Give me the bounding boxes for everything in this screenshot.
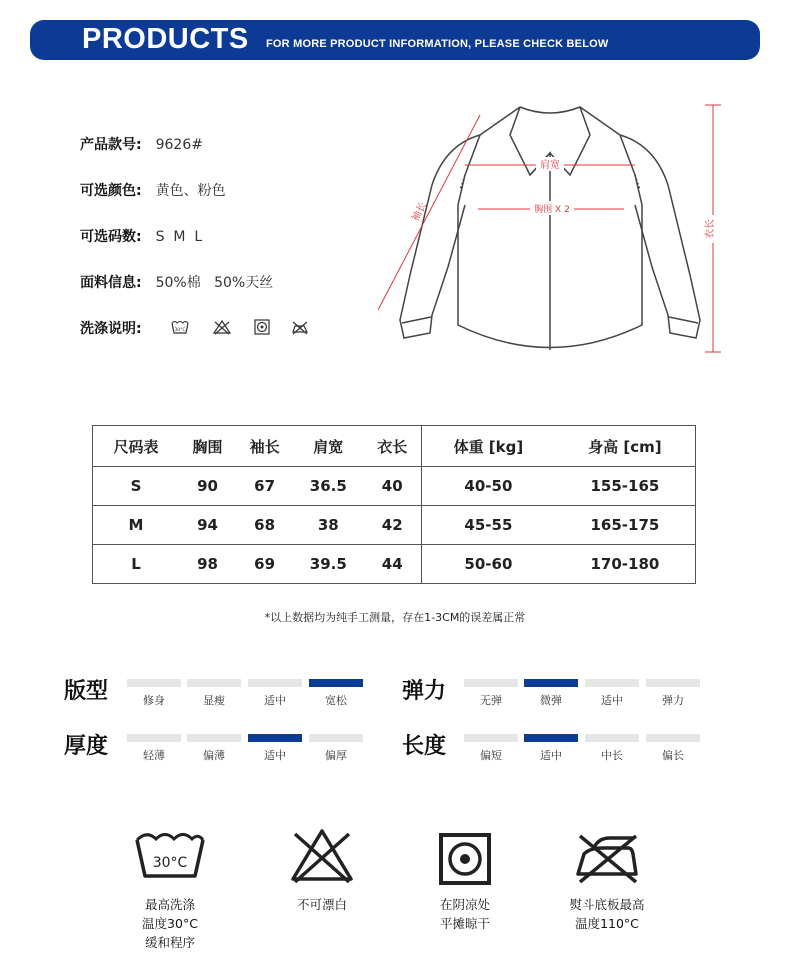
table-cell: 45-55: [421, 506, 554, 545]
attr-title-thickness: 厚度: [64, 734, 109, 759]
attr-bar: [524, 734, 578, 742]
no-bleach-icon: [212, 318, 232, 336]
attr-bar: [187, 734, 241, 742]
attr-bar: [248, 734, 302, 742]
table-row: [93, 545, 696, 584]
care-line: 在阴凉处: [439, 897, 490, 912]
care-line: 缓和程序: [144, 935, 195, 950]
attr-option: 适中: [264, 694, 286, 707]
attr-option: 微弹: [540, 694, 562, 707]
garment-diagram: [370, 95, 730, 365]
attr-bar: [464, 679, 518, 687]
size-table: [92, 425, 696, 584]
care-line: 平摊晾干: [439, 916, 490, 931]
attr-bar: [646, 734, 700, 742]
table-header: 衣长: [363, 426, 421, 467]
table-cell: 155-165: [555, 467, 696, 506]
attr-title-length: 长度: [402, 734, 447, 759]
wash-temp-text: 30°C: [152, 855, 188, 871]
attr-bar: [127, 734, 181, 742]
wash-30-icon: [170, 318, 190, 336]
table-cell: 42: [363, 506, 421, 545]
wash-icons: [170, 318, 320, 338]
wash-temp-small: 30°C: [174, 328, 186, 333]
info-label: 可选码数:: [80, 229, 142, 245]
attr-bar: [524, 679, 578, 687]
attr-option: 偏厚: [325, 749, 347, 762]
banner-title: PRODUCTS: [82, 23, 249, 55]
wash-30-icon: [133, 830, 207, 880]
table-row: [93, 506, 696, 545]
info-label: 洗涤说明:: [80, 321, 142, 337]
table-header: 身高 [cm]: [555, 426, 696, 467]
attr-bar: [309, 734, 363, 742]
attr-bar: [585, 679, 639, 687]
care-label-bleach: [272, 895, 372, 914]
attr-option: 宽松: [325, 694, 347, 707]
care-line: 最高洗涤: [144, 897, 195, 912]
table-cell: M: [93, 506, 180, 545]
attr-option: 适中: [264, 749, 286, 762]
attr-option: 适中: [540, 749, 562, 762]
table-cell: 67: [236, 467, 293, 506]
attr-option: 中长: [601, 749, 623, 762]
table-cell: 170-180: [555, 545, 696, 584]
chest-label: 胸围 X 2: [534, 205, 570, 215]
table-header: 尺码表: [93, 426, 180, 467]
table-cell: 38: [293, 506, 363, 545]
table-cell: 69: [236, 545, 293, 584]
info-label: 面料信息:: [80, 275, 142, 291]
info-value: S M L: [155, 229, 203, 245]
attr-bar: [309, 679, 363, 687]
shoulder-label: 肩宽: [540, 160, 560, 171]
attr-option: 偏薄: [203, 749, 225, 762]
care-label-wash: [120, 895, 220, 952]
no-bleach-icon: [287, 826, 357, 884]
table-cell: 98: [179, 545, 236, 584]
table-cell: 40: [363, 467, 421, 506]
attr-bar: [464, 734, 518, 742]
attr-title-stretch: 弹力: [402, 679, 447, 704]
info-washing: [80, 318, 142, 338]
info-value: 50%棉 50%天丝: [155, 275, 274, 291]
info-label: 产品款号:: [80, 137, 142, 153]
attr-option: 弹力: [662, 694, 684, 707]
info-sizes: [80, 226, 202, 246]
table-cell: 39.5: [293, 545, 363, 584]
care-label-dry: [415, 895, 515, 933]
measurement-note: *以上数据均为纯手工测量，存在1-3CM的误差属正常: [264, 611, 526, 624]
sleeve-label: 袖长: [410, 200, 430, 224]
table-header: 袖长: [236, 426, 293, 467]
table-cell: S: [93, 467, 180, 506]
banner-subtitle: FOR MORE PRODUCT INFORMATION, PLEASE CHECK BELOW: [266, 38, 609, 50]
attr-bar: [248, 679, 302, 687]
attr-option: 无弹: [480, 694, 502, 707]
table-cell: 44: [363, 545, 421, 584]
info-colors: [80, 180, 226, 200]
no-iron-icon: [290, 318, 310, 336]
table-header: 肩宽: [293, 426, 363, 467]
attr-option: 适中: [601, 694, 623, 707]
attr-option: 修身: [143, 694, 165, 707]
table-cell: 94: [179, 506, 236, 545]
attr-bar: [585, 734, 639, 742]
tumble-dry-icon: [438, 832, 492, 886]
table-cell: 68: [236, 506, 293, 545]
table-header: 体重 [kg]: [421, 426, 554, 467]
attr-option: 偏长: [662, 749, 684, 762]
attr-bar: [127, 679, 181, 687]
info-fabric: [80, 272, 273, 292]
care-line: 熨斗底板最高: [569, 897, 645, 912]
attr-option: 轻薄: [143, 749, 165, 762]
info-label: 可选颜色:: [80, 183, 142, 199]
care-line: 温度110°C: [575, 916, 639, 931]
table-cell: 40-50: [421, 467, 554, 506]
table-cell: 90: [179, 467, 236, 506]
attr-bar: [187, 679, 241, 687]
table-cell: L: [93, 545, 180, 584]
tumble-dry-icon: [252, 318, 272, 336]
table-cell: 50-60: [421, 545, 554, 584]
attr-option: 显瘦: [203, 694, 225, 707]
table-header: 胸围: [179, 426, 236, 467]
iron-110-icon: [572, 828, 642, 884]
attr-bar: [646, 679, 700, 687]
products-banner: [30, 20, 760, 60]
care-line: 不可漂白: [296, 897, 347, 912]
info-value: 黄色、粉色: [155, 183, 226, 199]
info-style-no: [80, 134, 203, 154]
attr-option: 偏短: [480, 749, 502, 762]
table-row: [93, 467, 696, 506]
table-cell: 36.5: [293, 467, 363, 506]
length-label: 衣长: [705, 219, 716, 239]
table-header-row: [93, 426, 696, 467]
attr-title-fit: 版型: [64, 679, 109, 704]
info-value: 9626#: [155, 137, 203, 153]
care-label-iron: [545, 895, 669, 933]
care-line: 温度30°C: [142, 916, 198, 931]
table-cell: 165-175: [555, 506, 696, 545]
